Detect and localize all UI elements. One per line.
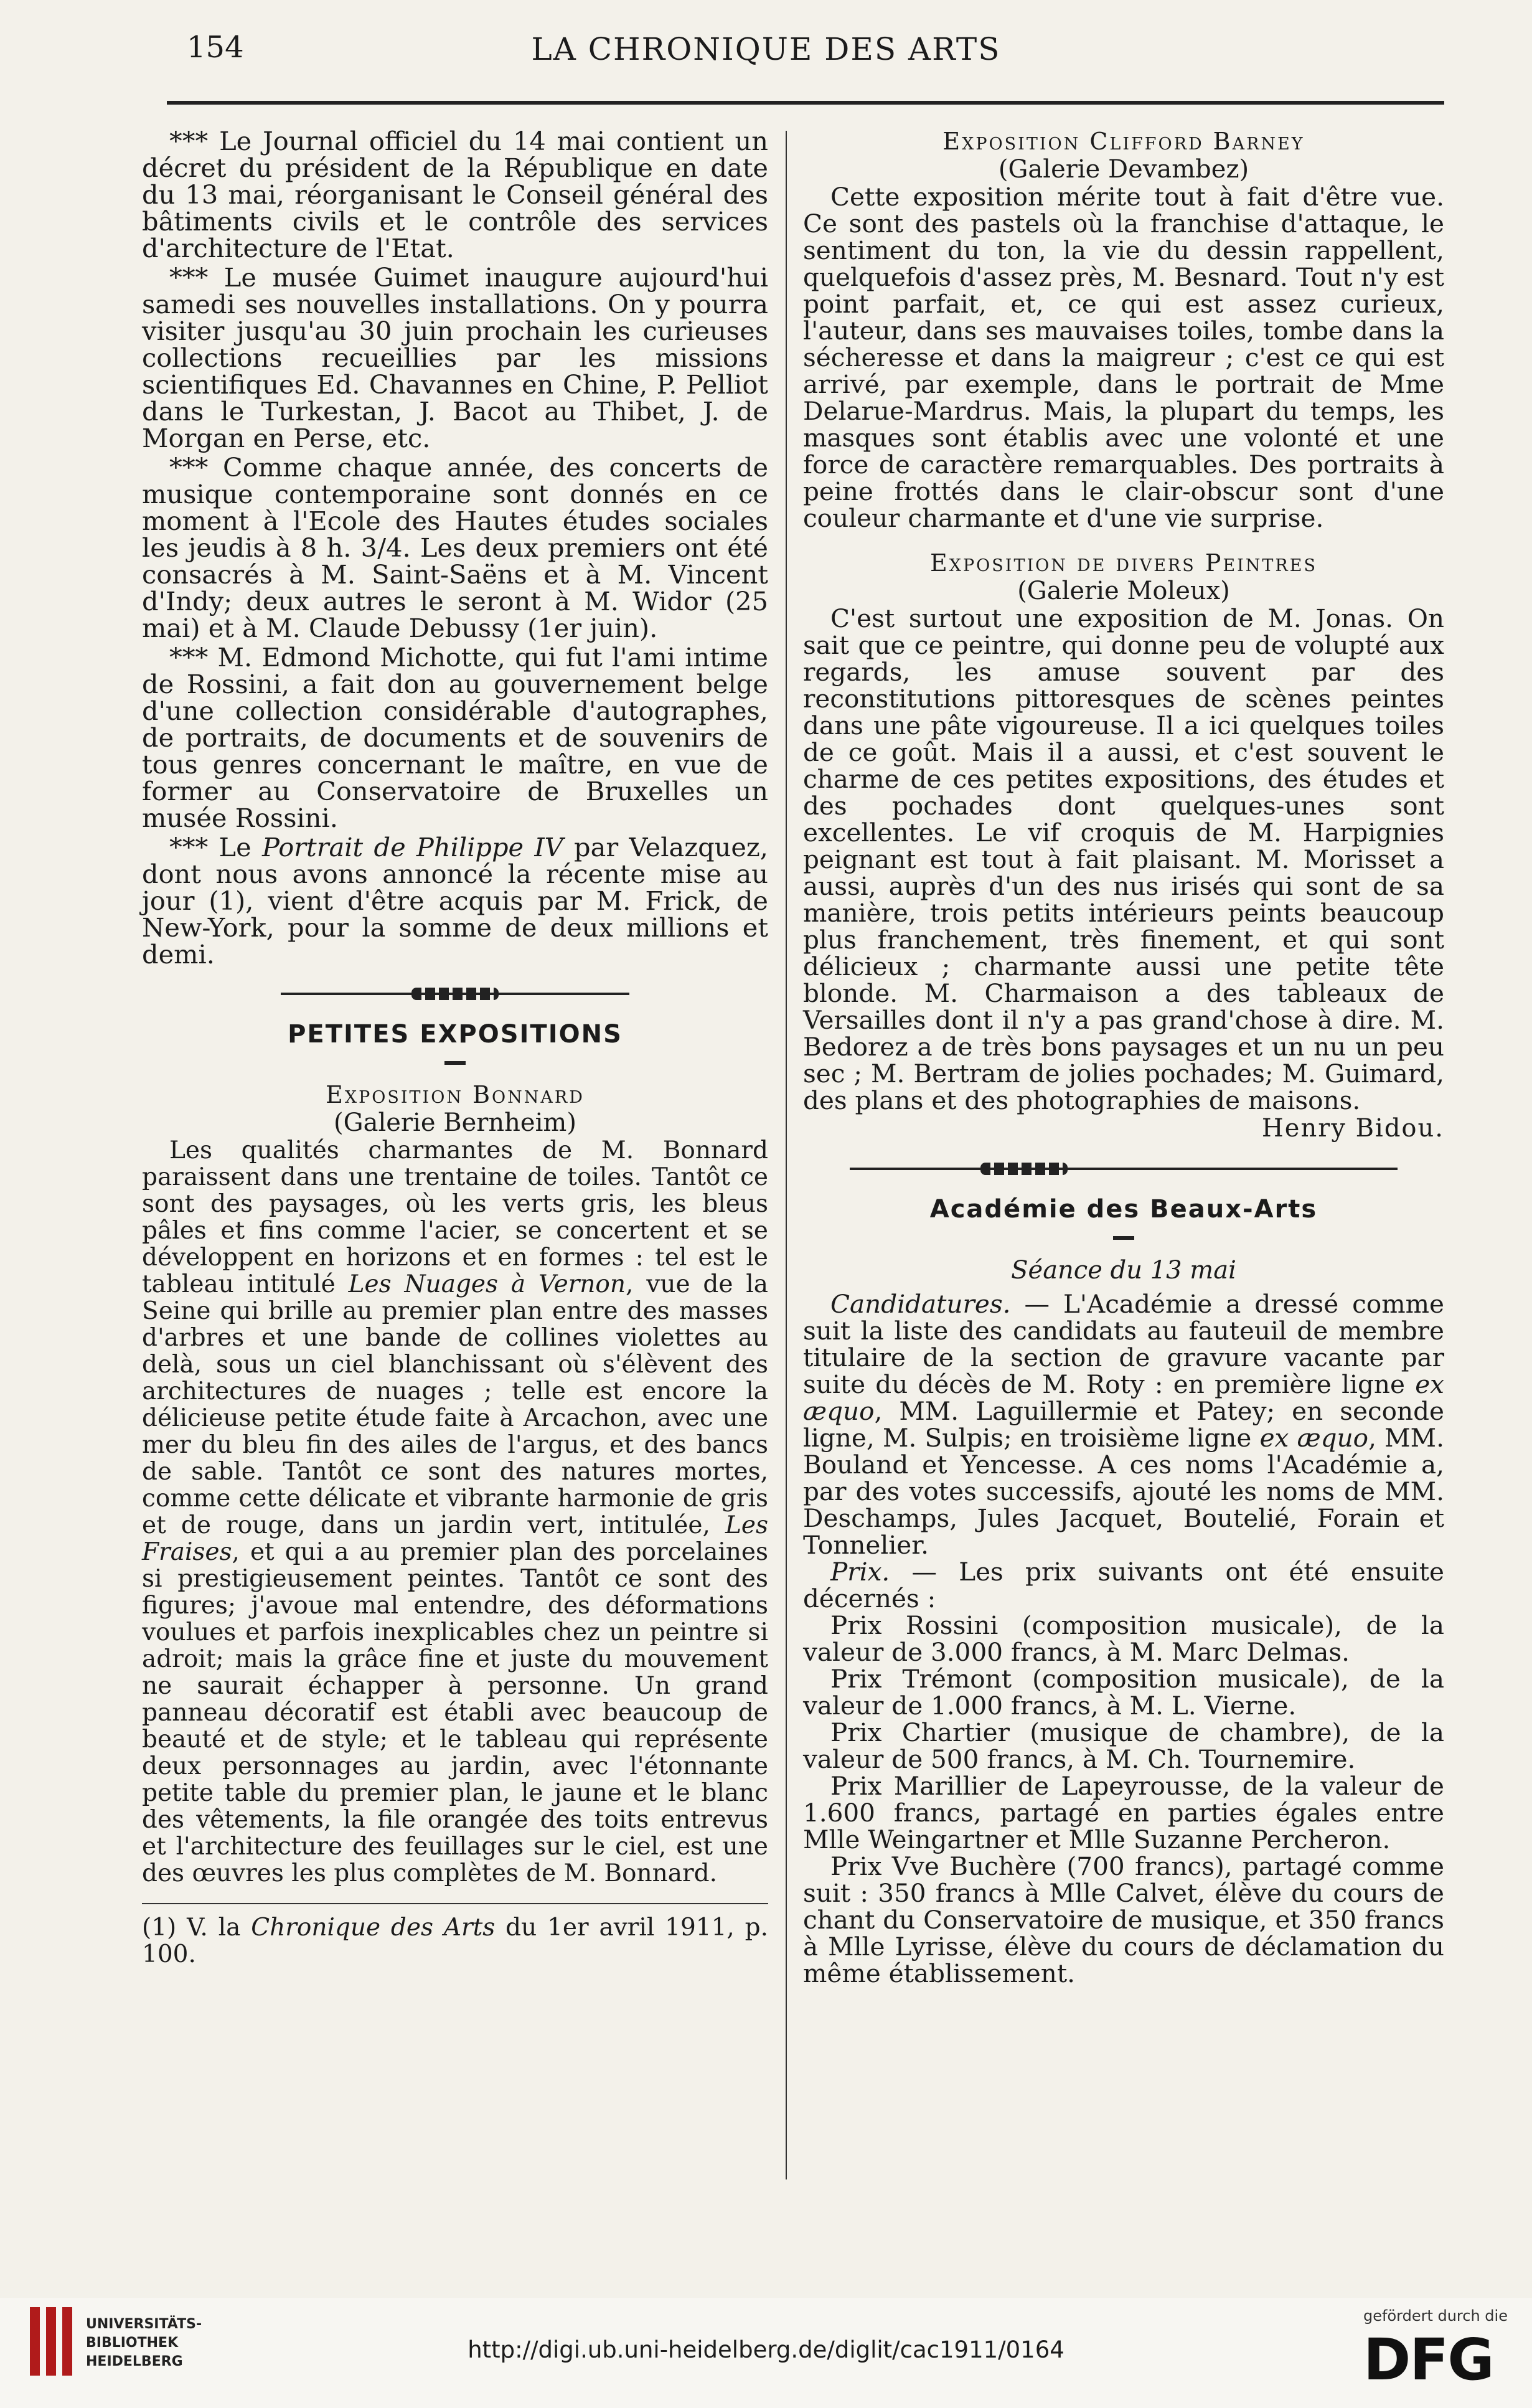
news-item: *** Le Portrait de Philippe IV par Velazquez, dont nous avons annoncé la récente mise au jour (1), vient d'être acquis par M. Frick, de New-York, pour la somme de deux millions et demi.	[142, 832, 768, 970]
running-title: LA CHRONIQUE DES ARTS	[531, 31, 1001, 67]
section-title: Académie des Beaux-Arts	[929, 1195, 1318, 1224]
exhibition-title: Exposition Bonnard	[326, 1081, 585, 1108]
news-item: *** Le Journal officiel du 14 mai contient un décret du président de la République en date du 13 mai, réorganisant le Conseil général des bâtiments civils et le contrôle des services d'architecture de l'Etat.	[142, 126, 768, 263]
header-rule	[167, 101, 1444, 105]
right-column	[803, 128, 1444, 1987]
news-item: *** Comme chaque année, des concerts de musique contemporaine sont donnés en ce moment à l'Ecole des Hautes études sociales les jeudis à 8 h. 3/4. Les deux premiers ont été consacrés à M. Saint-Saëns et à M. Vincent d'Indy; deux autres le seront à M. Widor (25 mai) et à M. Claude Debussy (1er juin).	[142, 452, 768, 643]
exhibition-gallery: (Galerie Devambez)	[998, 155, 1249, 184]
prize-item: Prix Rossini (composition musicale), de la valeur de 3.000 francs, à M. Marc Delmas.	[803, 1610, 1444, 1667]
ornament-divider	[281, 993, 629, 995]
exhibition-review: C'est surtout une exposition de M. Jonas. On sait que ce peintre, qui donne peu de volupté aux regards, les amuse souvent par des reconstitutions pittoresques de scènes peintes dans une pâte vigoureuse. Il a ici quelques toiles de ce goût. Mais il a aussi, et c'est souvent le charme de ces petites expositions, des études et des pochades dont quelques-unes sont excellentes. Le vif croquis de M. Harpignies peignant est tout à fait plaisant. M. Morisset a aussi, auprès d'un des nus irisés qui sont de sa manière, trois petits intérieurs peints beaucoup plus franchement, très finement, et qui sont délicieux ; charmante aussi une petite tête blonde. M. Charmaison a des tableaux de Versailles dont il n'y a pas grand'chose à dire. M. Bedorez a de très bons paysages et un nu un peu sec ; M. Bertram de jolies pochades; M. Guimard, des plans et des photographies de maisons.	[803, 603, 1444, 1115]
exhibition-title: Exposition Clifford Barney	[942, 128, 1305, 155]
sponsor-caption: gefördert durch die	[1363, 2307, 1508, 2325]
ornament-divider	[850, 1168, 1398, 1170]
left-column	[142, 128, 768, 1968]
footnote: (1) V. la Chronique des Arts du 1er avril 1911, p. 100.	[142, 1914, 769, 1968]
dfg-logo-icon: DFG	[1363, 2326, 1493, 2393]
prize-item: Prix Chartier (musique de chambre), de la valeur de 500 francs, à M. Ch. Tournemire.	[803, 1717, 1444, 1774]
exhibition-gallery: (Galerie Moleux)	[1017, 577, 1230, 605]
prize-item: Prix Vve Buchère (700 francs), partagé comme suit : 350 francs à Mlle Calvet, élève du cours de chant du Conservatoire de musique, et 350 francs à Mlle Lyrisse, élève du cours de déclamation du même établissement.	[803, 1851, 1444, 1988]
column-divider	[786, 131, 787, 2179]
exhibition-review: Les qualités charmantes de M. Bonnard paraissent dans une trentaine de toiles. Tantôt ce sont des paysages, où les verts gris, les bleus pâles et fins comme l'acier, se concertent et se développent en horizons et en formes : tel est le tableau intitulé Les Nuages à Vernon, vue de la Seine qui brille au premier plan entre des masses d'arbres et une bande de collines violettes au delà, sous un ciel blanchissant où s'élèvent des architectures de nuages ; telle est encore la délicieuse petite étude faite à Arcachon, avec une mer du bleu fin des ailes de l'argus, et des bancs de sable. Tantôt ce sont des natures mortes, comme cette délicate et vibrante harmonie de gris et de rouge, dans un jardin vert, intitulée, Les Fraises, et qui a au premier plan des porcelaines si prestigieusement peintes. Tantôt ce sont des figures; j'avoue mal entendre, des déformations voulues et parfois inexplicables chez un peintre si adroit; mais la grâce fine et juste du mouvement ne saurait échapper à personne. Un grand panneau décoratif est établi avec beaucoup de beauté et de style; et le tableau qui représente deux personnages au jardin, avec l'étonnante petite table du premier plan, le jaune et le blanc des vêtements, la file orangée des toits entrevus et l'architecture des feuillages sur le ciel, est une des œuvres les plus complètes de M. Bonnard.	[142, 1136, 769, 1887]
prize-item: Prix Trémont (composition musicale), de la valeur de 1.000 francs, à M. L. Vierne.	[803, 1664, 1444, 1721]
section-title: PETITES EXPOSITIONS	[288, 1020, 623, 1049]
source-url-link[interactable]: http://digi.ub.uni-heidelberg.de/diglit/cac1911/0164	[468, 2336, 1064, 2363]
candidatures-paragraph: Candidatures. — L'Académie a dressé comme suit la liste des candidats au fauteuil de membre titulaire de la section de gravure vacante par suite du décès de M. Roty : en première ligne ex æquo, MM. Laguillermie et Patey; en seconde ligne, M. Sulpis; en troisième ligne ex æquo, MM. Bouland et Yencesse. A ces noms l'Académie a, par des votes successifs, ajouté les noms de MM. Deschamps, Jules Jacquet, Boutelié, Forain et Tonnelier.	[803, 1289, 1444, 1560]
exhibition-gallery: (Galerie Bernheim)	[334, 1108, 576, 1137]
news-item: *** M. Edmond Michotte, qui fut l'ami intime de Rossini, a fait don au gouvernement belge d'une collection considérable d'autographes, de portraits, de documents et de souvenirs de tous genres concernant le maître, en vue de former au Conservatoire de Bruxelles un musée Rossini.	[142, 642, 768, 833]
footnote-rule	[142, 1903, 768, 1904]
news-item: *** Le musée Guimet inaugure aujourd'hui samedi ses nouvelles installations. On y pourra visiter jusqu'au 30 juin prochain les curieuses collections recueillies par les missions scientifiques Ed. Chavannes en Chine, P. Pelliot dans le Turkestan, J. Bacot au Thibet, J. de Morgan en Perse, etc.	[142, 262, 768, 453]
title-dash	[444, 1061, 466, 1065]
title-dash	[1113, 1236, 1134, 1240]
exhibition-title: Exposition de divers Peintres	[930, 549, 1317, 577]
exhibition-review: Cette exposition mérite tout à fait d'être vue. Ce sont des pastels où la franchise d'attaque, le sentiment du ton, la vie du dessin rappellent, quelquefois d'assez près, M. Besnard. Tout n'y est point parfait, et, ce qui est assez curieux, l'auteur, dans ses mauvaises toiles, tombe dans la sécheresse et dans la maigreur ; c'est ce qui est arrivé, par exemple, dans le portrait de Mme Delarue-Mardrus. Mais, la plupart du temps, les masques sont établis avec une volonté et une force de caractère remarquables. Des portraits à peine frottés dans le clair-obscur sont d'une couleur charmante et d'une vie surprise.	[803, 182, 1444, 533]
author-signature: Henry Bidou.	[1261, 1114, 1444, 1143]
prize-item: Prix Marillier de Lapeyrousse, de la valeur de 1.600 francs, partagé en parties égales entre Mlle Weingartner et Mlle Suzanne Percheron.	[803, 1771, 1444, 1854]
page-number: 154	[187, 30, 244, 65]
prix-intro: Prix. — Les prix suivants ont été ensuite décernés :	[803, 1557, 1444, 1613]
institution-name: UNIVERSITÄTS- BIBLIOTHEK HEIDELBERG	[86, 2316, 202, 2369]
session-title: Séance du 13 mai	[1011, 1256, 1236, 1285]
